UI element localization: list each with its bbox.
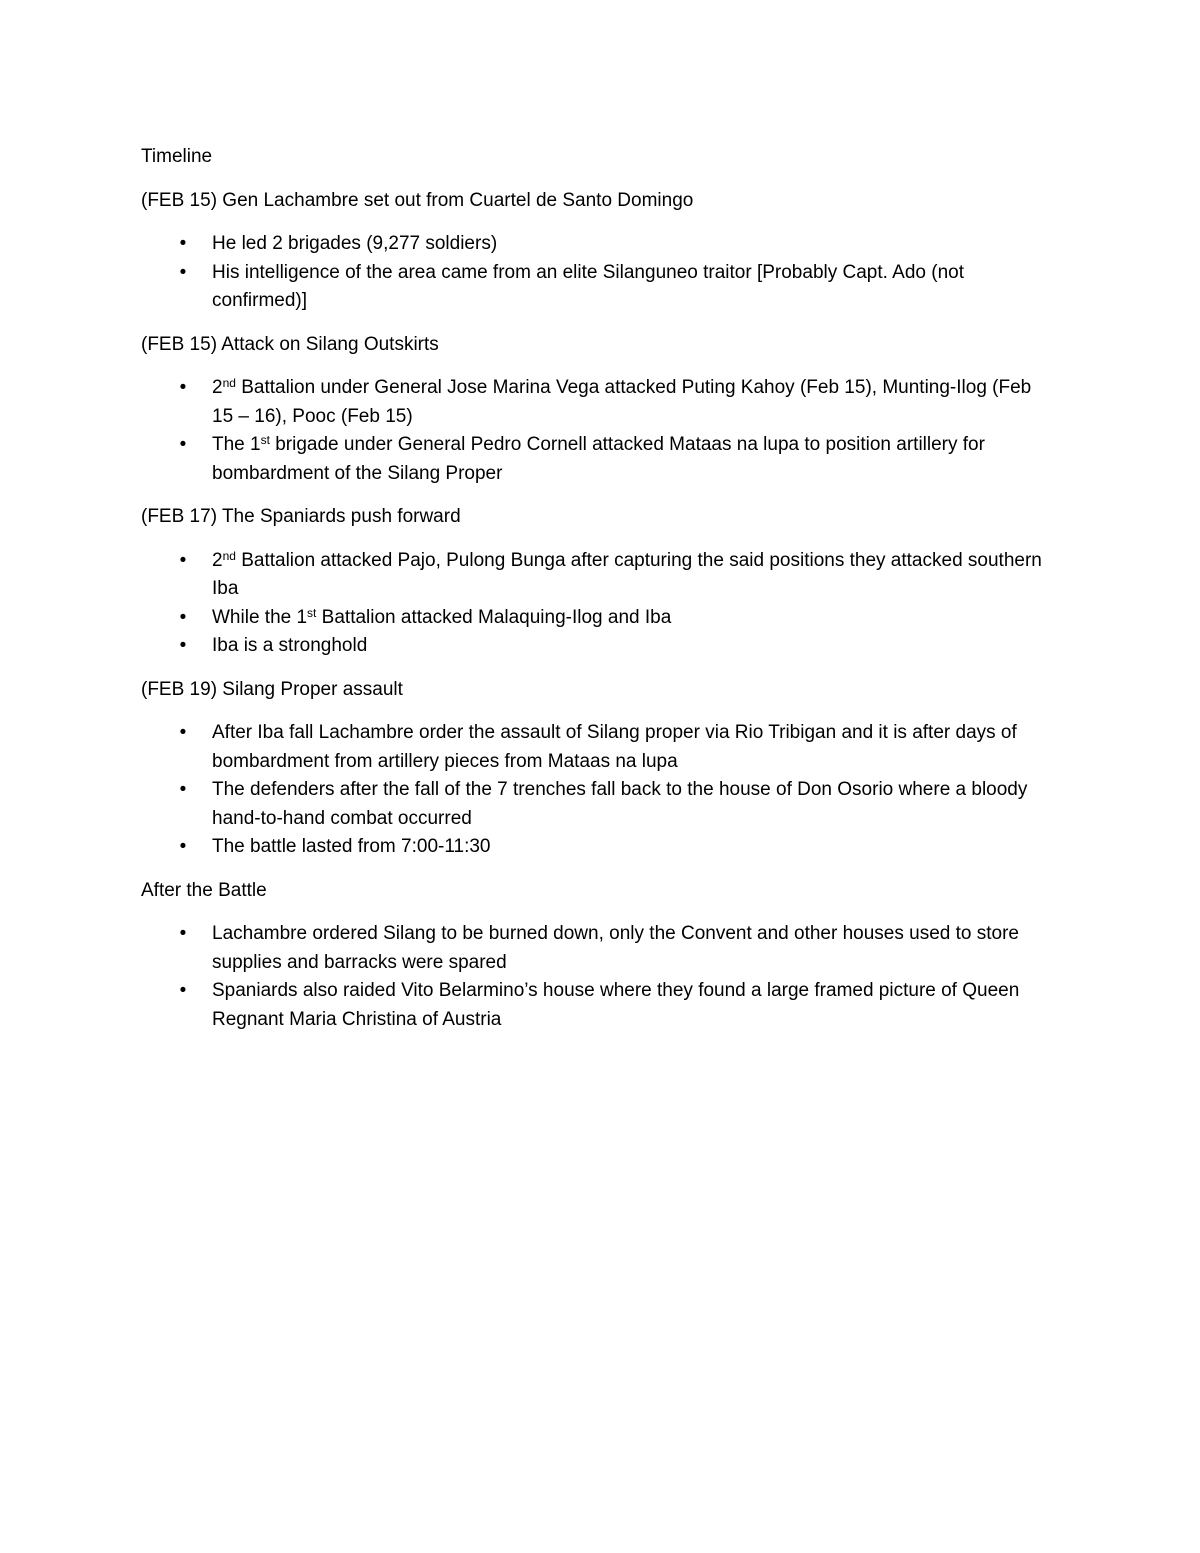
- list-item-text: [212, 923, 1019, 973]
- ordinal-superscript: st: [307, 605, 317, 620]
- bullet-icon: •: [179, 261, 187, 283]
- bullet-icon: •: [179, 606, 187, 628]
- bullet-icon: •: [179, 635, 187, 656]
- list-item-text: [212, 550, 1042, 600]
- bullet-icon: •: [179, 980, 187, 1001]
- list-item-text: [212, 233, 497, 254]
- bullet-list: [141, 719, 1056, 862]
- bullet-list: [141, 920, 1056, 1034]
- bullet-icon: •: [179, 722, 187, 743]
- list-item: [141, 230, 1056, 259]
- text-segment: Battalion attacked Pajo, Pulong Bunga after capturing the said positions they attacked southern Iba: [212, 549, 1042, 599]
- list-item: [141, 776, 1056, 833]
- list-item: [141, 374, 1056, 431]
- list-item: [141, 431, 1056, 488]
- text-segment: He led 2 brigades (9,277 soldiers): [212, 233, 498, 254]
- text-segment: After Iba fall Lachambre order the assault of Silang proper via Rio Tribigan and it is after days of bombardment from artillery pieces from Mataas na lupa: [212, 722, 1017, 772]
- text-segment: Battalion attacked Malaquing-Ilog and Iba: [316, 606, 672, 628]
- text-segment: Battalion under General Jose Marina Vega attacked Puting Kahoy (Feb 15), Munting-Ilog (Feb 15 – 16), Pooc (Feb 15): [212, 377, 1032, 427]
- text-segment: Iba is a stronghold: [212, 635, 368, 656]
- document-title: Timeline: [141, 146, 213, 167]
- list-item-text: [212, 779, 1027, 829]
- text-segment: Spaniards also raided Vito Belarmino’s house where they found a large framed picture of Queen Regnant Maria Christina of Austria: [212, 980, 1020, 1030]
- bullet-icon: •: [179, 434, 187, 455]
- list-item-text: [212, 980, 1019, 1030]
- list-item-text: [212, 377, 1031, 427]
- document-page: [141, 143, 1056, 1049]
- section-heading: (FEB 19) Silang Proper assault: [141, 678, 403, 700]
- list-item: [141, 604, 1056, 633]
- list-item-text: [212, 262, 964, 312]
- list-item-text: [212, 635, 367, 656]
- list-item-text: [212, 434, 985, 484]
- section-heading: After the Battle: [141, 879, 267, 901]
- section-heading: (FEB 15) Attack on Silang Outskirts: [141, 333, 439, 355]
- list-item: [141, 977, 1056, 1034]
- list-item: [141, 547, 1056, 604]
- list-item: [141, 259, 1056, 316]
- list-item: [141, 920, 1056, 977]
- text-segment: The 1: [212, 434, 261, 455]
- list-item: [141, 719, 1056, 776]
- ordinal-superscript: st: [260, 433, 270, 447]
- bullet-icon: •: [179, 779, 187, 800]
- ordinal-superscript: nd: [222, 548, 236, 563]
- document-sections: [141, 187, 1056, 1035]
- bullet-icon: •: [179, 233, 187, 254]
- section-heading: (FEB 15) Gen Lachambre set out from Cuartel de Santo Domingo: [141, 189, 694, 211]
- list-item: [141, 833, 1056, 862]
- text-segment: 2: [212, 549, 223, 571]
- bullet-icon: •: [179, 549, 187, 571]
- text-segment: The defenders after the fall of the 7 trenches fall back to the house of Don Osorio where a bloody hand-to-hand combat occurred: [212, 779, 1028, 829]
- bullet-list: [141, 230, 1056, 316]
- ordinal-superscript: nd: [222, 376, 236, 390]
- text-segment: brigade under General Pedro Cornell attacked Mataas na lupa to position artillery for bombardment of the Silang Proper: [212, 434, 985, 484]
- text-segment: 2: [212, 377, 223, 398]
- bullet-list: [141, 547, 1056, 661]
- bullet-icon: •: [179, 377, 187, 398]
- list-item-text: [212, 607, 671, 628]
- list-item-text: [212, 722, 1017, 772]
- section-heading: (FEB 17) The Spaniards push forward: [141, 506, 461, 527]
- list-item: [141, 632, 1056, 661]
- list-item-text: [212, 836, 490, 857]
- bullet-list: [141, 374, 1056, 488]
- text-segment: His intelligence of the area came from an elite Silanguneo traitor [Probably Capt. Ado (not confirmed)]: [212, 261, 964, 311]
- text-segment: The battle lasted from 7:00-11:30: [212, 836, 491, 857]
- bullet-icon: •: [179, 836, 187, 857]
- text-segment: Lachambre ordered Silang to be burned down, only the Convent and other houses used to store supplies and barracks were spared: [212, 923, 1019, 973]
- bullet-icon: •: [179, 923, 187, 944]
- text-segment: While the 1: [212, 606, 308, 628]
